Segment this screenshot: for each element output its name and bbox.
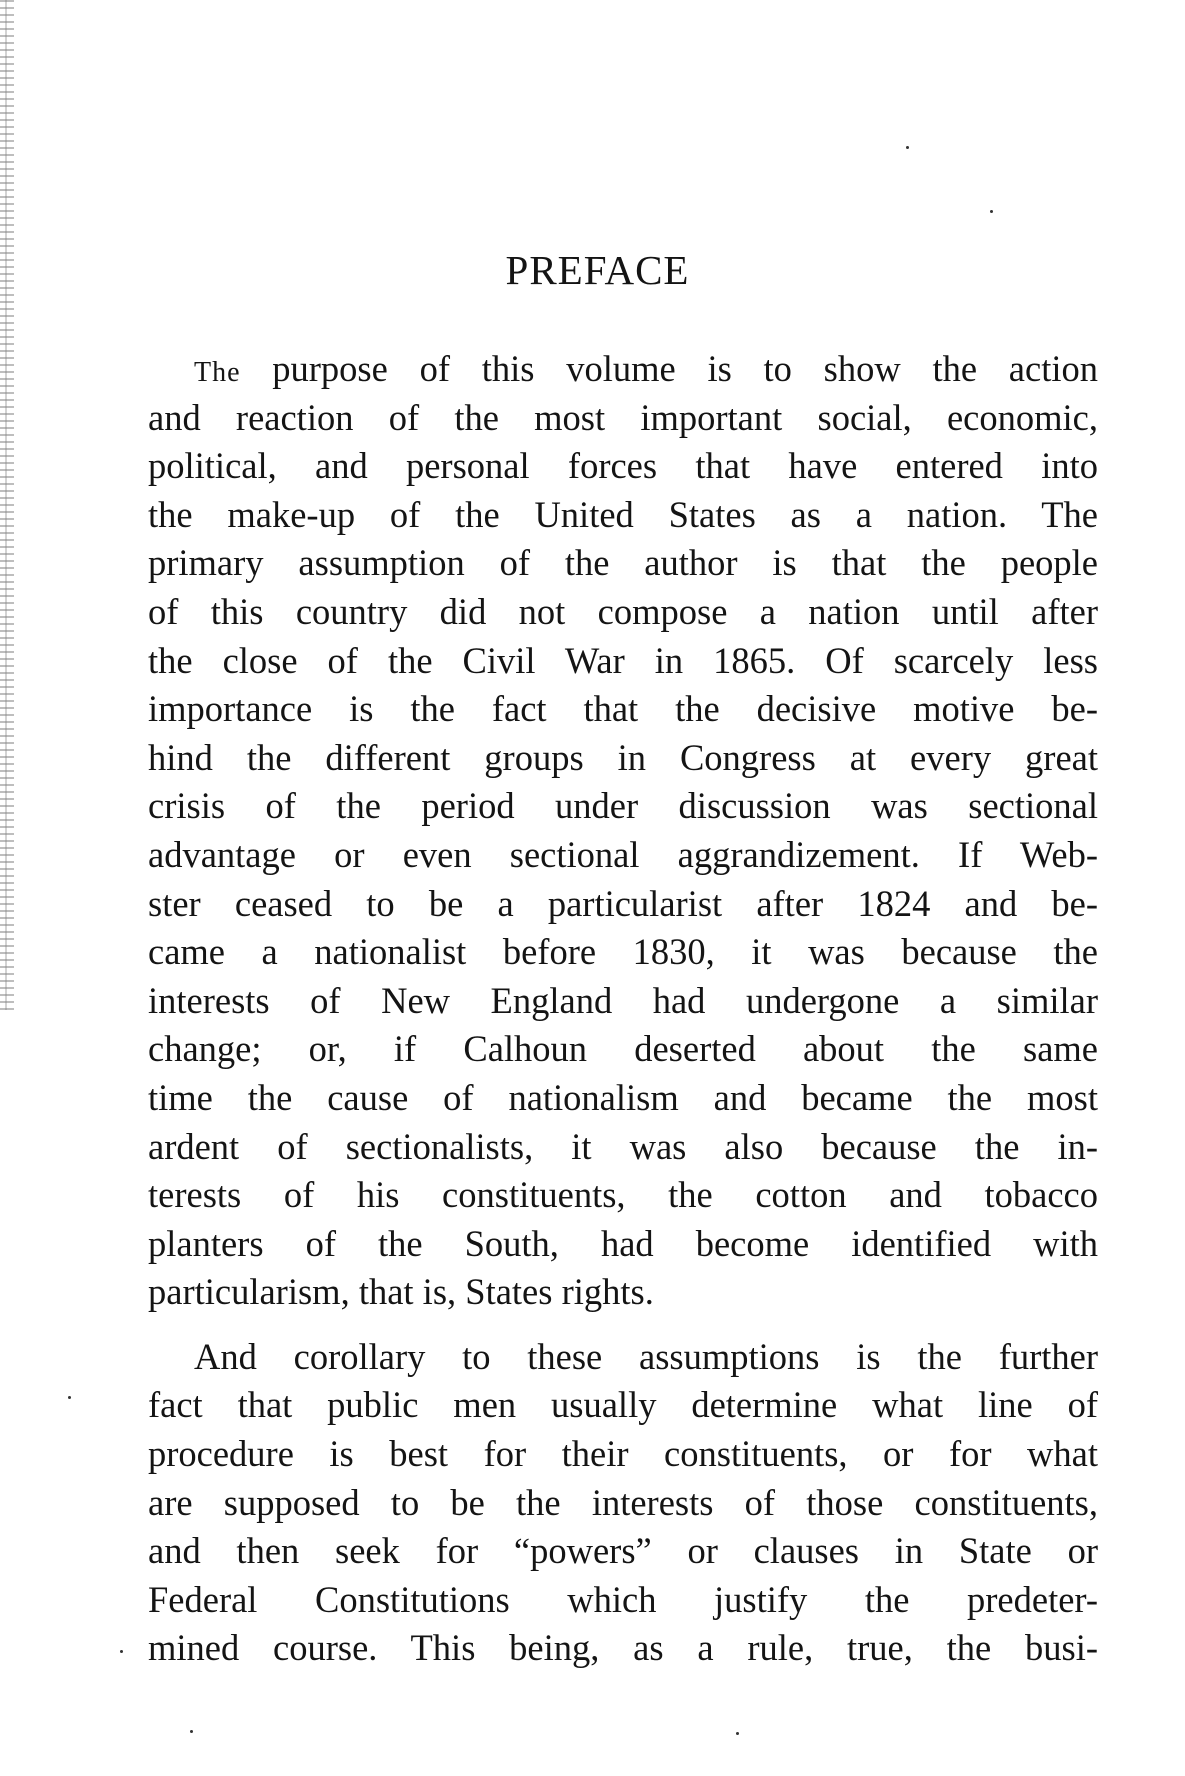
text-line: planters of the South, had become identified with	[148, 1222, 1098, 1264]
print-speck	[990, 210, 993, 213]
text-line: are supposed to be the interests of those constituents,	[148, 1481, 1098, 1523]
text-line: ardent of sectionalists, it was also because the in-	[148, 1125, 1098, 1167]
text-line: importance is the fact that the decisive motive be-	[148, 688, 1098, 730]
preface-body	[148, 345, 1098, 1673]
paragraph-1	[148, 345, 1098, 1317]
paragraph-2	[148, 1333, 1098, 1673]
page-heading: PREFACE	[505, 247, 690, 293]
text-line: came a nationalist before 1830, it was because the	[148, 931, 1098, 973]
text-line: ster ceased to be a particularist after 1824 and be-	[148, 882, 1098, 924]
text-line: crisis of the period under discussion was sectional	[148, 785, 1098, 827]
print-speck	[906, 146, 909, 149]
smallcaps-lead: The	[194, 357, 241, 388]
text-line: primary assumption of the author is that the people	[148, 542, 1098, 584]
text-line: terests of his constituents, the cotton and tobacco	[148, 1174, 1098, 1216]
text-line: And corollary to these assumptions is the further	[194, 1335, 1098, 1377]
print-speck	[736, 1732, 739, 1735]
text-line-content: purpose of this volume is to show the action	[240, 348, 1098, 389]
text-line: fact that public men usually determine what line of	[148, 1384, 1098, 1426]
print-speck	[120, 1650, 123, 1653]
text-line: and then seek for “powers” or clauses in State or	[148, 1530, 1098, 1572]
page-binding-edge	[0, 0, 14, 1010]
text-line: advantage or even sectional aggrandizement. If Web-	[148, 833, 1098, 875]
text-line: particularism, that is, States rights.	[148, 1271, 654, 1313]
text-line: procedure is best for their constituents, or for what	[148, 1433, 1098, 1475]
text-line: and reaction of the most important social, economic,	[148, 396, 1098, 438]
text-line: the make-up of the United States as a nation. The	[148, 493, 1098, 535]
text-line: hind the different groups in Congress at every great	[148, 736, 1098, 778]
text-line	[148, 345, 1098, 394]
text-line: political, and personal forces that have entered into	[148, 445, 1098, 487]
text-line: mined course. This being, as a rule, true, the busi-	[148, 1627, 1098, 1669]
text-line: of this country did not compose a nation until after	[148, 590, 1098, 632]
paragraph-gap	[148, 1317, 1098, 1333]
text-line: the close of the Civil War in 1865. Of scarcely less	[148, 639, 1098, 681]
print-speck	[68, 1396, 71, 1399]
print-speck	[190, 1730, 193, 1733]
text-line: interests of New England had undergone a similar	[148, 979, 1098, 1021]
text-line: Federal Constitutions which justify the predeter-	[148, 1578, 1098, 1620]
text-line: change; or, if Calhoun deserted about the same	[148, 1028, 1098, 1070]
text-line: time the cause of nationalism and became the most	[148, 1076, 1098, 1118]
